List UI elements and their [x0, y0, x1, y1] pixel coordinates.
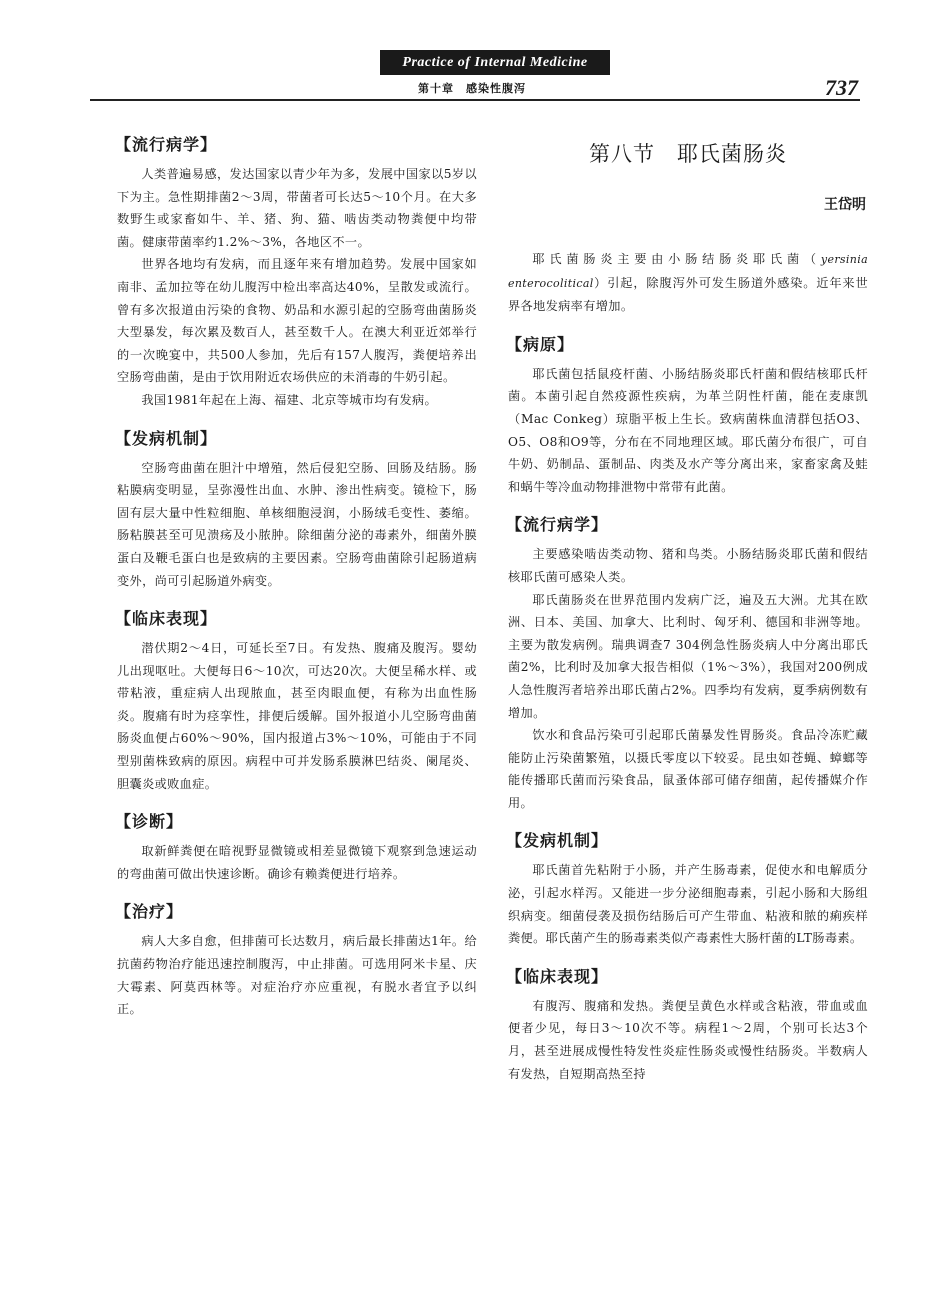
- heading-etiology: 【病原】: [506, 334, 575, 354]
- page-number: 737: [825, 75, 858, 100]
- paragraph: 病人大多自愈，但排菌可长达数月，病后最长排菌达1年。给抗菌药物治疗能迅速控制腹泻，中止排菌。可选用阿米卡星、庆大霉素、阿莫西林等。对症治疗亦应重视，有脱水者宜予以纠正。: [117, 934, 477, 1017]
- latin-name: yersinia enterocolitical: [508, 253, 868, 290]
- left-column: [117, 118, 477, 1021]
- paragraph: 我国1981年起在上海、福建、北京等城市均有发病。: [141, 392, 438, 407]
- heading-pathogenesis: 【发病机制】: [115, 428, 218, 448]
- heading-text: 流行病学: [132, 135, 201, 154]
- section-title: [508, 138, 868, 168]
- paragraph: 有腹泻、腹痛和发热。粪便呈黄色水样或含粘液，带血或血便者少见，每日3～10次不等。病程1～2周，个别可长达3个月，甚至进展成慢性特发性炎症性肠炎或慢性结肠炎。半数病人有发热，自短期高热至持: [508, 998, 868, 1081]
- paragraph: 主要感染啮齿类动物、猪和鸟类。小肠结肠炎耶氏菌和假结核耶氏菌可感染人类。: [508, 547, 868, 584]
- heading-text: 发病机制: [132, 428, 201, 448]
- paragraph: 取新鲜粪便在暗视野显微镜或相差显微镜下观察到急速运动的弯曲菌可做出快速诊断。确诊有赖粪便进行培养。: [117, 844, 477, 881]
- right-column: [508, 118, 868, 1085]
- heading-epidemiology: 【流行病学】: [115, 135, 218, 154]
- heading-clinical: 【临床表现】: [115, 609, 218, 629]
- author-name: 王岱明: [824, 197, 866, 213]
- heading-text: 发病机制: [523, 831, 592, 851]
- heading-text: 临床表现: [523, 966, 592, 986]
- paragraph: 世界各地均有发病，而且逐年来有增加趋势。发展中国家如南非、孟加拉等在幼儿腹泻中检出率高达40%，呈散发或流行。曾有多次报道由污染的食物、奶品和水源引起的空肠弯曲菌肠炎大型暴发，每次累及数百人，甚至数千人。在澳大利亚近郊举行的一次晚宴中，共500人参加，先后有157人腹泻，粪便培养出空肠弯曲菌，是由于饮用附近农场供应的未消毒的牛奶引起。: [117, 257, 477, 385]
- heading-text: 病原: [523, 334, 558, 354]
- paragraph: 耶氏菌首先粘附于小肠，并产生肠毒素，促使水和电解质分泌，引起水样泻。又能进一步分泌细胞毒素，引起小肠和大肠组织病变。细菌侵袭及损伤结肠后可产生带血、粘液和脓的痢疾样粪便。耶氏菌产生的肠毒素类似产毒素性大肠杆菌的LT肠毒素。: [508, 863, 868, 946]
- heading-treatment: 【治疗】: [115, 902, 184, 922]
- paragraph: 潜伏期2～4日，可延长至7日。有发热、腹痛及腹泻。婴幼儿出现呕吐。大便每日6～10次，可达20次。大便呈稀水样、或带粘液，重症病人出现脓血，甚至肉眼血便，有称为出血性肠炎。腹痛有时为痉挛性，排便后缓解。国外报道小儿空肠弯曲菌肠炎血便占60%～90%，国内报道占3%～10%，可能由于不同型别菌株致病的原因。病程中可并发肠系膜淋巴结炎、阑尾炎、胆囊炎或败血症。: [117, 641, 477, 791]
- intro-paragraph: [508, 248, 868, 318]
- heading-text: 治疗: [132, 902, 167, 922]
- paragraph: 耶氏菌包括鼠疫杆菌、小肠结肠炎耶氏杆菌和假结核耶氏杆菌。本菌引起自然疫源性疾病，为革兰阴性杆菌，能在麦康凯（Mac Conkeg）琼脂平板上生长。致病菌株血清群包括O3、O5、O8和O9等，分布在不同地理区域。耶氏菌分布很广，可自牛奶、奶制品、蛋制品、肉类及水产等分离出来，家畜家禽及蛙和蜗牛等冷血动物排泄物中常带有此菌。: [508, 366, 868, 494]
- paragraph: 耶氏菌肠炎在世界范围内发病广泛，遍及五大洲。尤其在欧洲、日本、美国、加拿大、比利时、匈牙利、德国和非洲等地。主要为散发病例。瑞典调查7 304例急性肠炎病人中分离出耶氏菌2%，比利时及加拿大报告相似（1%～3%），我国对200例成人急性腹泻者培养出耶氏菌占2%。四季均有发病，夏季病例数有增加。: [508, 592, 868, 720]
- heading-epidemiology: 【流行病学】: [506, 515, 609, 535]
- intro-text: ）引起，除腹泻外可发生肠道外感染。近年来世界各地发病率有增加。: [508, 275, 868, 314]
- chapter-title: 第十章 感染性腹泻: [418, 82, 526, 95]
- heading-text: 诊断: [132, 812, 167, 832]
- paragraph: 人类普遍易感，发达国家以青少年为多，发展中国家以5岁以下为主。急性期排菌2～3周，带菌者可长达5～10个月。在大多数野生或家畜如牛、羊、猪、狗、猫、啮齿类动物粪便中均带菌。健康带菌率约1.2%～3%，各地区不一。: [117, 167, 477, 249]
- heading-text: 临床表现: [132, 609, 201, 629]
- intro-text: 耶氏菌肠炎主要由小肠结肠炎耶氏菌（: [532, 252, 821, 266]
- heading-text: 流行病学: [523, 515, 592, 535]
- heading-diagnosis: 【诊断】: [115, 812, 184, 832]
- paragraph: 饮水和食品污染可引起耶氏菌暴发性胃肠炎。食品冷冻贮藏能防止污染菌繁殖，以摄氏零度以下较妥。昆虫如苍蝇、蟑螂等能传播耶氏菌而污染食品，鼠蚤体部可储存细菌，起传播媒介作用。: [508, 728, 868, 810]
- heading-pathogenesis: 【发病机制】: [506, 831, 609, 851]
- paragraph: 空肠弯曲菌在胆汁中增殖，然后侵犯空肠、回肠及结肠。肠粘膜病变明显，呈弥漫性出血、水肿、渗出性病变。镜检下，肠固有层大量中性粒细胞、单核细胞浸润，小肠绒毛变性、萎缩。肠粘膜甚至可见溃疡及小脓肿。除细菌分泌的毒素外，细菌外膜蛋白及鞭毛蛋白也是致病的主要因素。空肠弯曲菌除引起肠道病变外，尚可引起肠道外病变。: [117, 460, 477, 588]
- section-name: 耶氏菌肠炎: [677, 142, 787, 166]
- section-number: 第八节: [589, 142, 655, 166]
- journal-banner: Practice of Internal Medicine: [380, 50, 610, 75]
- heading-clinical: 【临床表现】: [506, 966, 609, 986]
